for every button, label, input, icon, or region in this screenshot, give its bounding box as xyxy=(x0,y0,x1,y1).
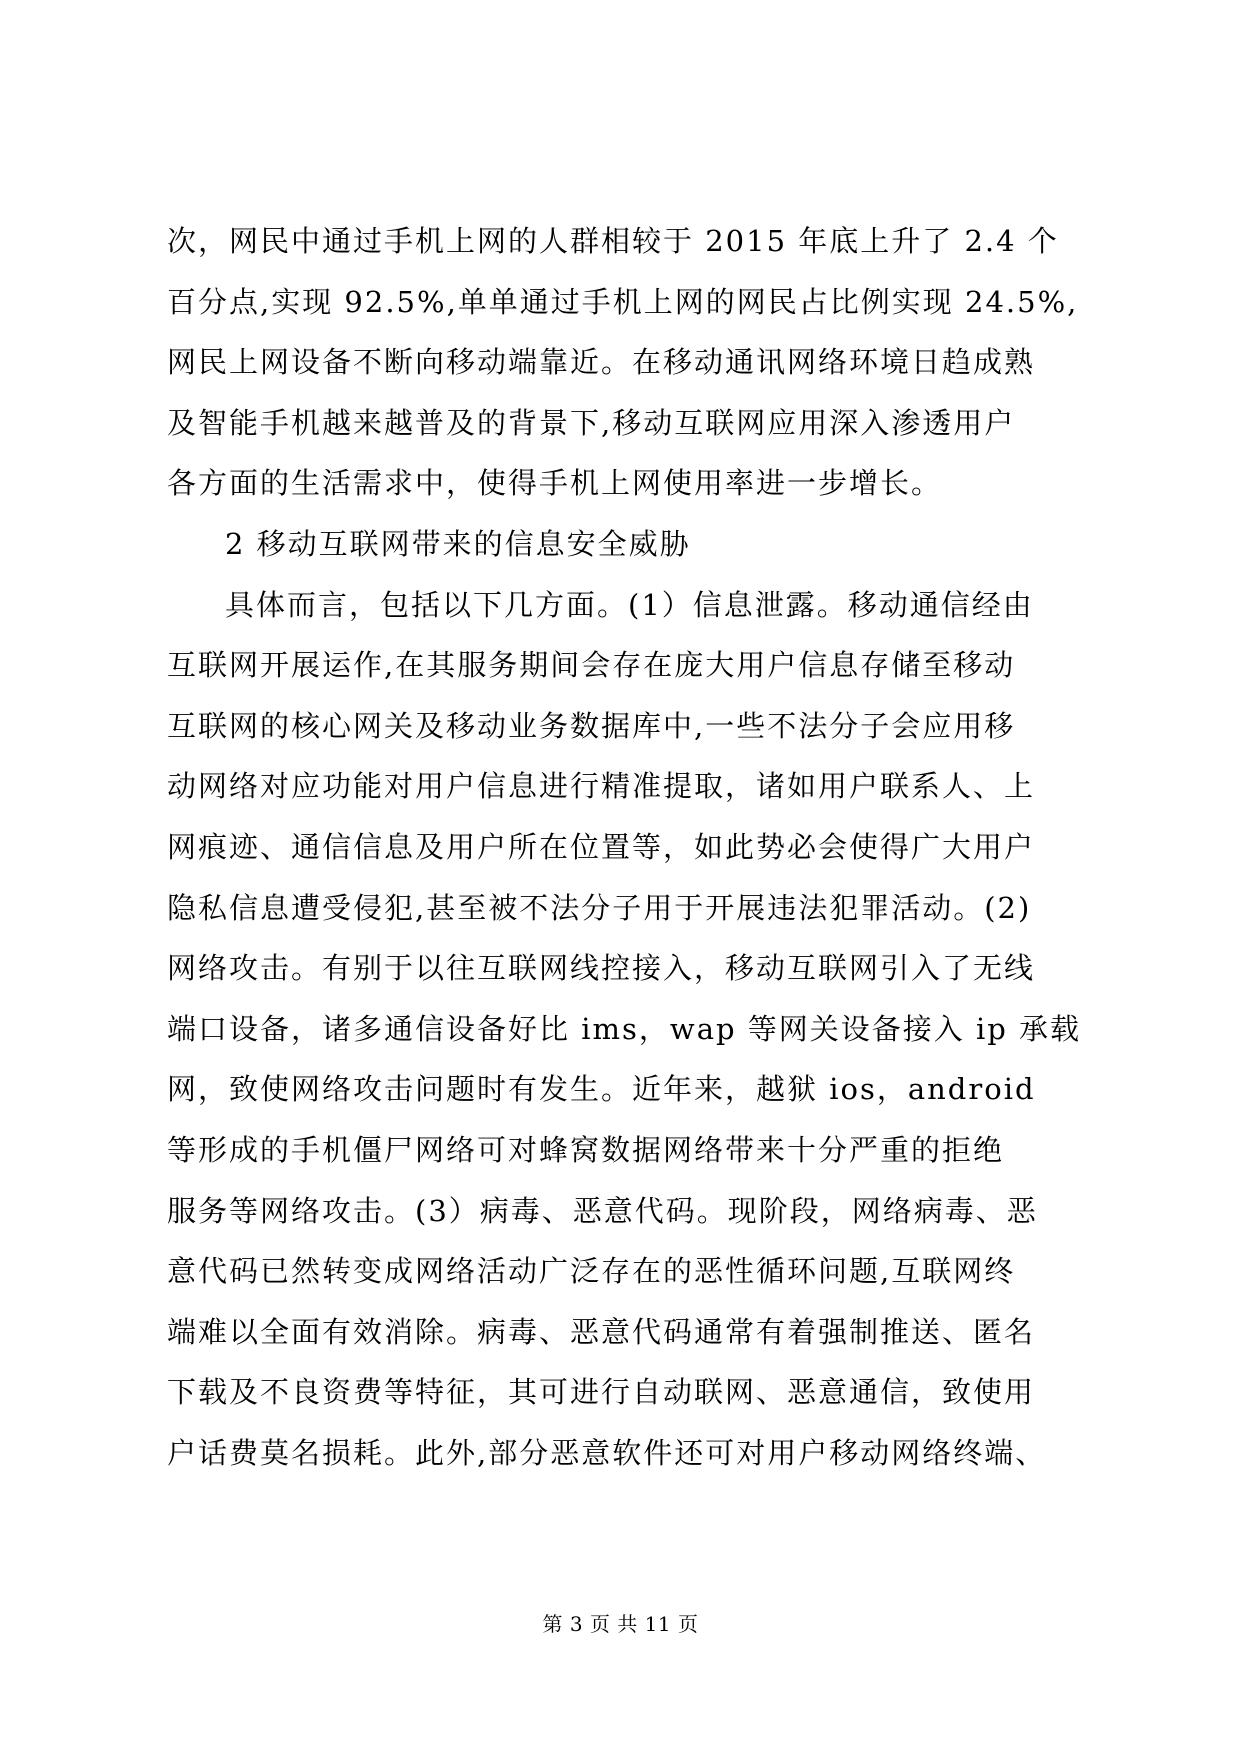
text-line: 互联网的核心网关及移动业务数据库中,一些不法分子会应用移 xyxy=(167,708,1016,743)
paragraph-first-line: 具体而言，包括以下几方面。(1）信息泄露。移动通信经由 xyxy=(225,587,1034,622)
text-line: 互联网开展运作,在其服务期间会存在庞大用户信息存储至移动 xyxy=(167,648,1016,683)
text-line: 网民上网设备不断向移动端靠近。在移动通讯网络环境日趋成熟 xyxy=(167,345,1036,380)
text-line: 户话费莫名损耗。此外,部分恶意软件还可对用户移动网络终端、 xyxy=(167,1435,1047,1470)
text-line: 端难以全面有效消除。病毒、恶意代码通常有着强制推送、匿名 xyxy=(167,1314,1036,1349)
text-line: 百分点,实现 92.5%,单单通过手机上网的网民占比例实现 24.5%, xyxy=(167,284,1079,319)
text-line: 动网络对应功能对用户信息进行精准提取，诸如用户联系人、上 xyxy=(167,769,1036,804)
text-line: 网，致使网络攻击问题时有发生。近年来，越狱 ios，android xyxy=(167,1072,1036,1107)
text-line: 服务等网络攻击。(3）病毒、恶意代码。现阶段，网络病毒、恶 xyxy=(167,1193,1038,1228)
text-line: 网络攻击。有别于以往互联网线控接入，移动互联网引入了无线 xyxy=(167,951,1036,986)
text-line: 等形成的手机僵尸网络可对蜂窝数据网络带来十分严重的拒绝 xyxy=(167,1132,1005,1167)
text-line: 各方面的生活需求中，使得手机上网使用率进一步增长。 xyxy=(167,466,943,501)
text-line: 次，网民中通过手机上网的人群相较于 2015 年底上升了 2.4 个 xyxy=(167,224,1059,258)
text-line: 隐私信息遭受侵犯,甚至被不法分子用于开展违法犯罪活动。(2) xyxy=(167,890,1032,925)
section-heading: 2 移动互联网带来的信息安全威胁 xyxy=(225,526,691,561)
text-line: 端口设备，诸多通信设备好比 ims，wap 等网关设备接入 ip 承载 xyxy=(167,1011,1082,1046)
page-footer: 第 3 页 共 11 页 xyxy=(542,1612,699,1636)
text-line: 下载及不良资费等特征，其可进行自动联网、恶意通信，致使用 xyxy=(167,1375,1036,1410)
text-line: 网痕迹、通信信息及用户所在位置等，如此势必会使得广大用户 xyxy=(167,829,1036,864)
text-line: 意代码已然转变成网络活动广泛存在的恶性循环问题,互联网终 xyxy=(167,1254,1016,1289)
text-line: 及智能手机越来越普及的背景下,移动互联网应用深入渗透用户 xyxy=(167,405,1016,440)
body-text xyxy=(167,211,1082,1483)
